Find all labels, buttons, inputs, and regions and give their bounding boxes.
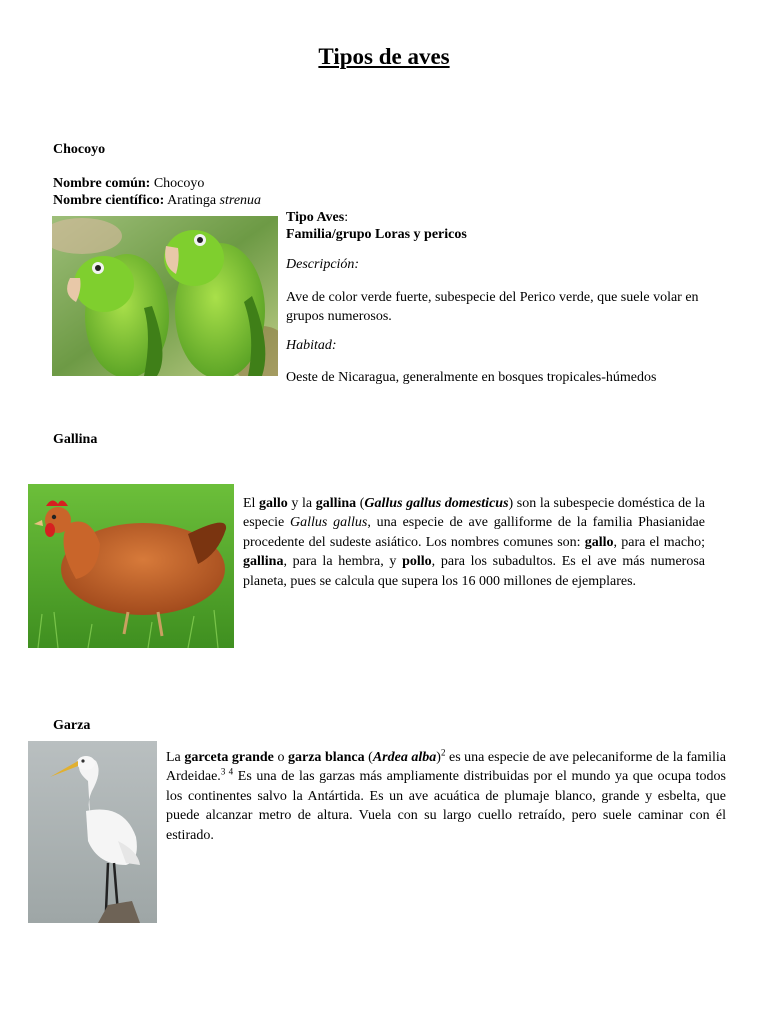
common-name-line: [53, 176, 204, 192]
scientific-name: Ardea alba: [372, 750, 437, 765]
footnote-ref[interactable]: 3 4: [220, 766, 234, 777]
term-gallina: gallina: [243, 554, 284, 570]
habitad-text: Oeste de Nicaragua, generalmente en bosques tropicales-húmedos: [286, 370, 657, 385]
term-pollo: pollo: [402, 554, 432, 570]
common-name-value: Chocoyo: [153, 176, 205, 191]
text-run: , para el macho;: [613, 534, 705, 550]
section-heading-chocoyo: Chocoyo: [53, 142, 106, 157]
text-run: , una especie de ave galliforme de la familia Phasianidae procedente del sudeste asiático. Los nombres comunes son:: [243, 515, 705, 550]
scientific-name-label: Nombre científico:: [53, 193, 165, 208]
descripcion-label: Descripción:: [286, 257, 360, 272]
common-name-label: Nombre común:: [53, 176, 151, 191]
term-garceta-grande: garceta grande: [184, 750, 274, 765]
tipo-aves-colon: :: [344, 210, 349, 225]
tipo-aves-label: Tipo Aves: [286, 210, 345, 225]
term-gallo: gallo: [259, 496, 288, 511]
scientific-name-line: [53, 193, 261, 209]
term-gallo: gallo: [584, 534, 614, 550]
text-run: Es una de las garzas más ampliamente distribuidas por el mundo ya que ocupa todos los continentes salvo la Antártida. Es un ave acuática de plumaje blanco, grande y esbelta, que puede alcanzar metro de altura. Vuela con su largo cuello retraído, pero suele caminar con él estirado.: [166, 769, 726, 843]
text-run: es una especie de ave pelecaniforme de la familia Ardeidae.: [166, 750, 727, 785]
text-run: (: [356, 496, 365, 511]
term-garza-blanca: garza blanca: [287, 750, 365, 765]
egret-photo: [28, 741, 157, 923]
text-run: ): [436, 750, 441, 765]
garza-paragraph: [166, 748, 726, 845]
parrots-photo: [52, 216, 278, 376]
text-run: , para los subadultos. Es el ave más numerosa planeta, pues se calcula que supera los 16 000 millones de ejemplares.: [243, 554, 705, 589]
scientific-species: strenua: [219, 193, 262, 208]
scientific-name: Gallus gallus: [289, 515, 368, 531]
text-run: o: [273, 750, 288, 765]
footnote-ref[interactable]: 2: [440, 747, 446, 758]
text-run: y la: [287, 496, 316, 511]
scientific-genus: Aratinga: [167, 193, 217, 208]
page-title: Tipos de aves: [318, 44, 450, 69]
scientific-name: Gallus gallus domesticus: [364, 496, 509, 511]
section-heading-gallina: Gallina: [53, 432, 98, 447]
familia-line: Familia/grupo Loras y pericos: [286, 227, 467, 242]
habitad-label: Habitad:: [286, 338, 337, 353]
descripcion-text: Ave de color verde fuerte, subespecie del Perico verde, que suele volar en grupos numerosos.: [286, 290, 699, 325]
section-heading-garza: Garza: [53, 718, 91, 733]
tipo-aves-line: [286, 210, 348, 226]
text-run: La: [166, 750, 185, 765]
text-run: , para la hembra, y: [283, 554, 403, 570]
text-run: (: [364, 750, 373, 765]
text-run: El: [243, 496, 260, 511]
hen-photo: [28, 484, 234, 648]
gallina-paragraph: [243, 494, 705, 591]
term-gallina: gallina: [315, 496, 357, 511]
text-run: ) son la subespecie doméstica de la especie: [243, 496, 705, 531]
